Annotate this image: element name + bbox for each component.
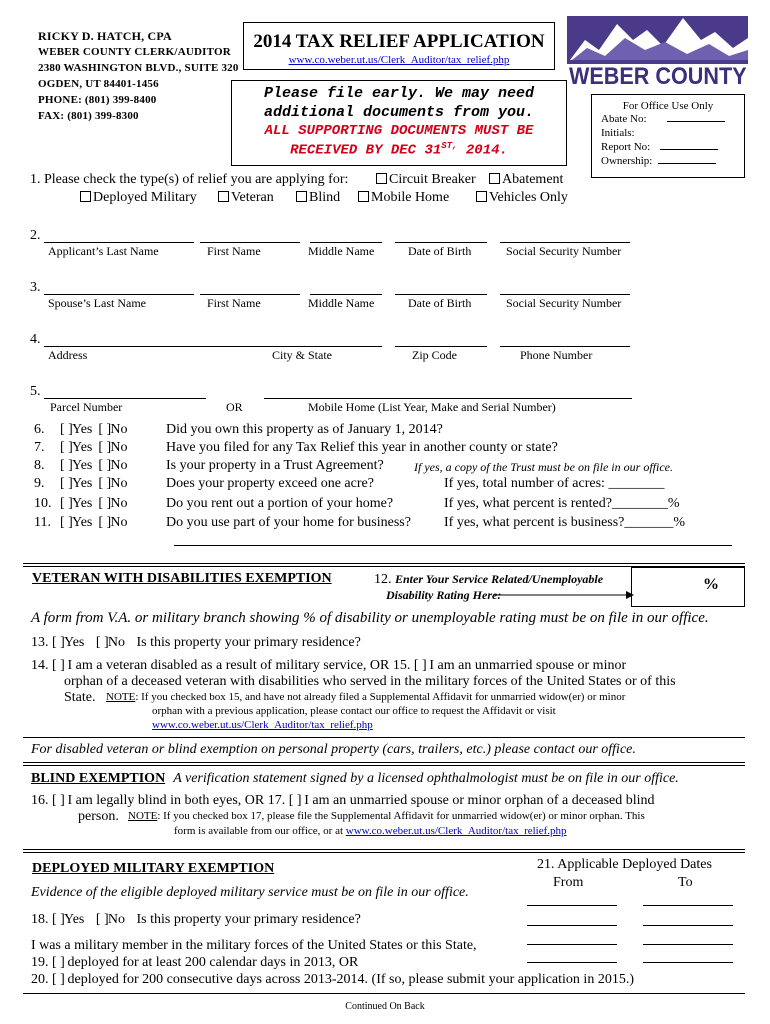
q21-title: 21. Applicable Deployed Dates [537, 857, 712, 872]
q1-prompt: 1. Please check the type(s) of relief you are applying for: [30, 172, 349, 187]
from-label: From [553, 875, 584, 890]
applicant-middle-name-field[interactable] [310, 242, 382, 243]
percent-sign: % [703, 576, 719, 593]
fax: FAX: (801) 399-8300 [38, 110, 139, 122]
checkbox-icon[interactable] [476, 191, 487, 202]
office-ownership-label: Ownership: [601, 155, 653, 167]
military-member-text: I was a military member in the military forces of the United States or this State, [31, 938, 477, 953]
question-followup: If yes, what percent is rented?________% [444, 496, 680, 511]
divider [23, 737, 745, 738]
question-followup: If yes, what percent is business?_______% [444, 515, 686, 530]
disability-rating-input[interactable] [631, 567, 745, 607]
q15-text: I am an unmarried spouse or minor [429, 658, 627, 673]
q18-row [31, 912, 361, 928]
phone-field[interactable] [500, 346, 630, 347]
spouse-ssn-field[interactable] [500, 294, 630, 295]
note-text: : If you checked box 17, please file the Supplemental Affidavit for unmarried widow(er) or minor orphan. This [157, 810, 645, 822]
parcel-number-field[interactable] [44, 398, 206, 399]
yes-label: Yes [64, 912, 85, 927]
q14-number: 14. [31, 658, 49, 673]
applicant-last-name-field[interactable] [44, 242, 194, 243]
spouse-first-name-field[interactable] [200, 294, 300, 295]
q18-number: 18. [31, 912, 49, 927]
arrow-icon [494, 583, 634, 599]
no-box[interactable]: [ ] [98, 458, 112, 473]
question-text: Do you rent out a portion of your home? [166, 496, 394, 511]
personal-property-note: For disabled veteran or blind exemption on personal property (cars, trailers, etc.) please contact our office. [31, 742, 636, 757]
q16-number: 16. [31, 793, 49, 808]
office-report-label: Report No: [601, 141, 651, 153]
label-zip: Zip Code [412, 348, 457, 362]
county-contact [38, 28, 239, 124]
mobile-home-field[interactable] [264, 398, 632, 399]
title-box [243, 22, 555, 70]
label-dob: Date of Birth [408, 296, 472, 310]
blind-subtitle: A verification statement signed by a licensed ophthalmologist must be on file in our office. [173, 771, 679, 786]
q20-row [31, 972, 634, 988]
option-label: Deployed Military [93, 190, 197, 205]
q14-line-1 [31, 658, 626, 674]
phone: PHONE: (801) 399-8400 [38, 94, 157, 106]
note-label: NOTE [128, 810, 158, 822]
yes-box[interactable]: [ ] [60, 496, 73, 511]
note-text: : If you checked box 15, and have not already filed a Supplemental Affidavit for unmarried widow(er) or minor [135, 691, 626, 703]
option-vehicles-only[interactable] [476, 190, 568, 206]
q17-text-2: person. [78, 809, 119, 824]
checkbox-icon[interactable] [80, 191, 91, 202]
yes-label: Yes [72, 496, 93, 511]
q19-row [31, 955, 358, 971]
applicant-dob-field[interactable] [395, 242, 487, 243]
label-first: First Name [207, 296, 261, 310]
yes-box[interactable]: [ ] [60, 476, 73, 491]
yes-box[interactable]: [ ] [60, 422, 73, 437]
q20-box[interactable]: [ ] [52, 972, 65, 987]
q13-text: Is this property your primary residence? [136, 635, 361, 650]
q17-text: I am an unmarried spouse or minor orphan of a deceased blind [304, 793, 655, 808]
applicant-ssn-field[interactable] [500, 242, 630, 243]
office-abate-row [601, 112, 744, 126]
yes-label: Yes [72, 458, 93, 473]
blind-note-line-1 [128, 810, 645, 822]
divider [23, 765, 745, 766]
q14-text: I am a veteran disabled as a result of military service, OR 15. [67, 658, 411, 673]
q13-row [31, 635, 361, 651]
q20-text: deployed for 200 consecutive days across 2013-2014. (If so, please submit your application in 2015.) [67, 972, 634, 987]
q19-box[interactable]: [ ] [52, 955, 65, 970]
yes-box[interactable]: [ ] [60, 515, 73, 530]
title-url-link[interactable]: www.co.weber.ut.us/Clerk_Auditor/tax_relief.php [288, 54, 510, 66]
label-spouse-last: Spouse’s Last Name [48, 296, 146, 310]
checkbox-icon[interactable] [296, 191, 307, 202]
no-label: No [110, 458, 128, 473]
office-report-row [601, 140, 744, 154]
divider [23, 993, 745, 994]
no-label: No [110, 496, 128, 511]
deployed-to-field-2[interactable] [643, 925, 733, 926]
notice-line-1: Please file early. We may need [263, 85, 535, 102]
option-label: Abatement [502, 172, 564, 187]
no-box[interactable]: [ ] [98, 496, 112, 511]
no-box[interactable]: [ ] [98, 476, 112, 491]
q12-text: Enter Your Service Related/Unemployable [395, 572, 604, 586]
q4-number: 4. [30, 332, 41, 347]
no-box[interactable]: [ ] [98, 515, 112, 530]
q13-number: 13. [31, 635, 49, 650]
option-label: Blind [309, 190, 341, 205]
yes-no-row [34, 422, 128, 438]
no-label: No [107, 635, 125, 650]
question-number: 10. [34, 496, 52, 511]
option-blind[interactable] [296, 190, 340, 206]
question-number: 6. [34, 422, 45, 437]
label-middle: Middle Name [308, 244, 375, 258]
q15-box[interactable]: [ ] [413, 658, 427, 673]
checkbox-icon[interactable] [358, 191, 369, 202]
label-middle: Middle Name [308, 296, 375, 310]
q19-number: 19. [31, 955, 49, 970]
question-number: 9. [34, 476, 45, 491]
notice-sup: ST, [441, 141, 458, 151]
option-abatement[interactable] [489, 172, 563, 188]
divider [23, 563, 745, 564]
veteran-note-line-2: orphan with a previous application, please contact our office to request the Affidavit or visit [152, 705, 556, 717]
q13-yes-box[interactable]: [ ] [52, 635, 65, 650]
no-label: No [110, 422, 128, 437]
address-field[interactable] [44, 346, 382, 347]
note-text: form is available from our office, or at [174, 825, 346, 837]
military-evidence: Evidence of the eligible deployed military service must be on file in our office. [31, 885, 469, 900]
notice-line-2: additional documents from you. [263, 104, 535, 121]
question-followup: If yes, a copy of the Trust must be on file in our office. [414, 460, 673, 474]
q13-no-box[interactable]: [ ] [95, 635, 109, 650]
city-zip: OGDEN, UT 84401-1456 [38, 78, 159, 90]
q16-box[interactable]: [ ] [52, 793, 65, 808]
label-ssn: Social Security Number [506, 244, 622, 258]
veteran-section-title: VETERAN WITH DISABILITIES EXEMPTION [32, 571, 332, 586]
office-use-box [591, 94, 745, 178]
veteran-form-note: A form from V.A. or military branch showing % of disability or unemployable rating must be on file in our office. [31, 610, 709, 626]
street-address: 2380 WASHINGTON BLVD., SUITE 320 [38, 62, 239, 74]
question-followup: If yes, total number of acres: ________ [444, 476, 665, 491]
yes-label: Yes [72, 422, 93, 437]
label-dob: Date of Birth [408, 244, 472, 258]
military-section-title: DEPLOYED MILITARY EXEMPTION [32, 861, 275, 876]
deployed-from-field-2[interactable] [527, 925, 617, 926]
option-label: Vehicles Only [489, 190, 568, 205]
option-label: Veteran [231, 190, 274, 205]
question-text: Did you own this property as of January 1, 2014? [166, 422, 443, 437]
notice-deadline: RECEIVED BY DEC 31 [290, 142, 442, 159]
deployed-from-field-4[interactable] [527, 962, 617, 963]
blind-header [31, 769, 679, 787]
label-applicant-last: Applicant’s Last Name [48, 244, 159, 258]
yes-label: Yes [72, 440, 93, 455]
q18-yes-box[interactable]: [ ] [52, 912, 65, 927]
question-text: Have you filed for any Tax Relief this year in another county or state? [166, 440, 558, 455]
office-abate-label: Abate No: [601, 113, 647, 125]
blind-note-url-link[interactable]: www.co.weber.ut.us/Clerk_Auditor/tax_relief.php [345, 825, 567, 837]
applicant-first-name-field[interactable] [200, 242, 300, 243]
business-notes-line[interactable] [174, 545, 732, 546]
yes-no-row [34, 458, 128, 474]
q19-text: deployed for at least 200 calendar days in 2013, OR [67, 955, 359, 970]
deployed-to-field-4[interactable] [643, 962, 733, 963]
yes-label: Yes [64, 635, 85, 650]
deployed-from-field-3[interactable] [527, 944, 617, 945]
zip-field[interactable] [395, 346, 487, 347]
question-text: Is your property in a Trust Agreement? [166, 458, 384, 473]
q16-row [31, 793, 655, 809]
option-veteran[interactable] [218, 190, 274, 206]
q12-number: 12. [374, 572, 392, 587]
notice-year: 2014. [457, 142, 508, 159]
label-city-state: City & State [272, 348, 332, 362]
auditor-name: RICKY D. HATCH, CPA [38, 29, 172, 43]
note-label: NOTE [106, 691, 136, 703]
q18-text: Is this property your primary residence? [136, 912, 361, 927]
no-box[interactable]: [ ] [98, 440, 112, 455]
no-label: No [110, 476, 128, 491]
label-first: First Name [207, 244, 261, 258]
option-label: Mobile Home [371, 190, 450, 205]
yes-box[interactable]: [ ] [60, 458, 73, 473]
label-or: OR [226, 400, 243, 414]
q14-box[interactable]: [ ] [52, 658, 65, 673]
yes-no-row [34, 496, 128, 512]
divider [23, 849, 745, 850]
q3-number: 3. [30, 280, 41, 295]
veteran-note-url-link[interactable]: www.co.weber.ut.us/Clerk_Auditor/tax_relief.php [152, 719, 373, 731]
divider [23, 762, 745, 763]
q5-number: 5. [30, 384, 41, 399]
logo-wordmark: WEBER COUNTY [569, 63, 747, 90]
dept-name: WEBER COUNTY CLERK/AUDITOR [38, 46, 231, 58]
deployed-to-field-1[interactable] [643, 905, 733, 906]
checkbox-icon[interactable] [376, 173, 387, 184]
q18-no-box[interactable]: [ ] [95, 912, 109, 927]
question-number: 11. [34, 515, 51, 530]
office-ownership-row [601, 154, 744, 168]
office-initials-label: Initials: [601, 127, 635, 139]
option-label: Circuit Breaker [389, 172, 476, 187]
yes-no-row [34, 440, 128, 456]
q12-text-2: Disability Rating Here: [386, 588, 502, 602]
notice-line-3: ALL SUPPORTING DOCUMENTS MUST BE [264, 123, 534, 139]
notice-box [231, 80, 567, 166]
veteran-note-line-1 [106, 691, 625, 703]
label-address: Address [48, 348, 88, 362]
yes-label: Yes [72, 476, 93, 491]
option-circuit-breaker[interactable] [376, 172, 476, 188]
q20-number: 20. [31, 972, 49, 987]
option-mobile-home[interactable] [358, 190, 449, 206]
question-number: 7. [34, 440, 45, 455]
question-number: 8. [34, 458, 45, 473]
spouse-dob-field[interactable] [395, 294, 487, 295]
question-text: Does your property exceed one acre? [166, 476, 374, 491]
question-text: Do you use part of your home for business? [166, 515, 411, 530]
q14-line-3: State. [64, 690, 96, 705]
to-label: To [678, 875, 693, 890]
label-parcel: Parcel Number [50, 400, 123, 414]
yes-no-row [34, 515, 128, 531]
yes-no-row [34, 476, 128, 492]
blind-section-title: BLIND EXEMPTION [31, 771, 166, 786]
yes-label: Yes [72, 515, 93, 530]
office-use-title: For Office Use Only [622, 100, 714, 112]
q2-number: 2. [30, 228, 41, 243]
deployed-from-field-1[interactable] [527, 905, 617, 906]
checkbox-icon[interactable] [218, 191, 229, 202]
no-box[interactable]: [ ] [98, 422, 112, 437]
q14-line-2: orphan of a deceased veteran with disabilities who served in the military forces of the United States or of this [64, 674, 676, 689]
blind-note-line-2 [174, 825, 567, 837]
notice-line-4 [232, 141, 566, 159]
divider [23, 852, 745, 853]
label-phone: Phone Number [520, 348, 593, 362]
no-label: No [107, 912, 125, 927]
yes-box[interactable]: [ ] [60, 440, 73, 455]
label-ssn: Social Security Number [506, 296, 622, 310]
no-label: No [110, 515, 128, 530]
q17-box[interactable]: [ ] [288, 793, 302, 808]
spouse-middle-name-field[interactable] [310, 294, 382, 295]
q16-text: I am legally blind in both eyes, OR 17. [67, 793, 286, 808]
footer-continued: Continued On Back [345, 1001, 425, 1012]
office-initials-row [601, 126, 744, 140]
deployed-to-field-3[interactable] [643, 944, 733, 945]
no-label: No [110, 440, 128, 455]
checkbox-icon[interactable] [489, 173, 500, 184]
option-deployed-military[interactable] [80, 190, 197, 206]
form-title: 2014 TAX RELIEF APPLICATION [253, 31, 545, 52]
spouse-last-name-field[interactable] [44, 294, 194, 295]
mountain-logo-icon [565, 10, 750, 66]
label-mobile-home: Mobile Home (List Year, Make and Serial Number) [308, 400, 556, 414]
weber-county-logo [565, 10, 750, 90]
